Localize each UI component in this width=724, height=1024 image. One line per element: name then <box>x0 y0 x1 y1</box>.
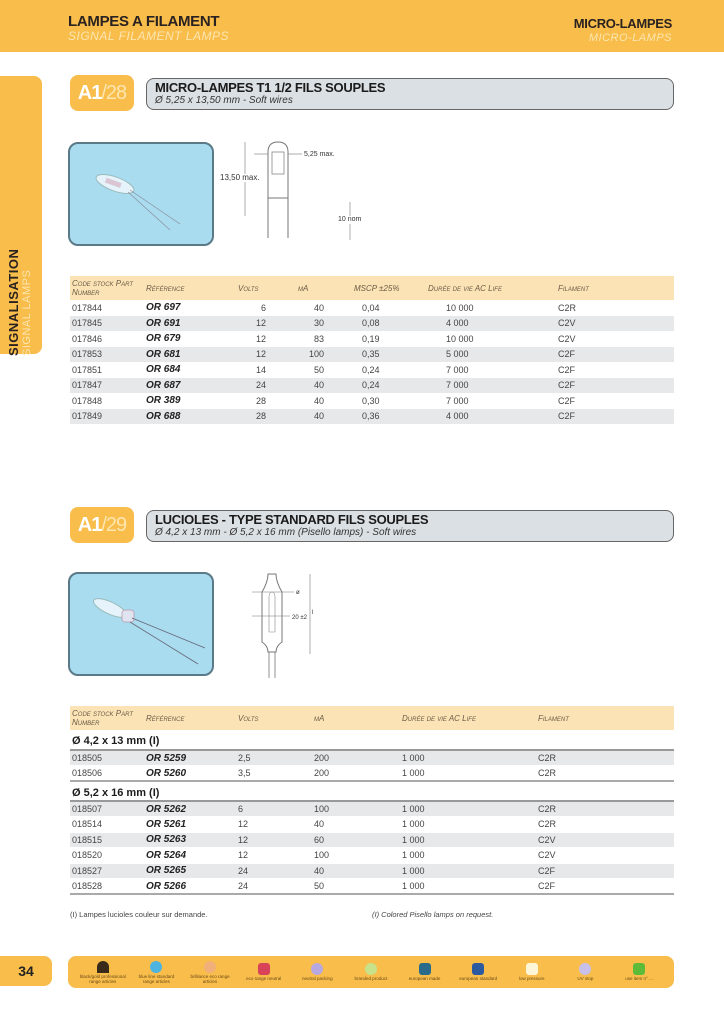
legend-label: brilliance eco range articles <box>190 973 230 984</box>
cell-filament: C2V <box>536 832 674 848</box>
cell-volts: 24 <box>236 378 296 394</box>
badge-number: /29 <box>101 514 127 536</box>
cell-ma: 40 <box>296 300 352 316</box>
product-photo-micro-lamp <box>68 142 214 246</box>
cell-filament: C2F <box>556 362 674 378</box>
cell-reference: OR 5264 <box>144 848 236 864</box>
cell-code: 017846 <box>70 331 144 347</box>
section-badge <box>70 75 134 111</box>
table-header-row <box>70 706 674 730</box>
european-made-icon <box>419 963 431 975</box>
legend-item <box>402 963 448 981</box>
col-ma: mA <box>312 706 400 730</box>
european-standard-icon <box>472 963 484 975</box>
cell-volts: 12 <box>236 347 296 363</box>
section-badge <box>70 507 134 543</box>
badge-code: A1 <box>77 514 102 536</box>
legend-item <box>348 963 394 981</box>
cell-filament: C2R <box>536 801 674 817</box>
cell-code: 018527 <box>70 863 144 879</box>
cell-reference: OR 697 <box>144 300 236 316</box>
dimension-drawing-2 <box>250 572 360 682</box>
cell-ma: 40 <box>296 409 352 425</box>
legend-item <box>294 963 340 981</box>
section-subtitle: Ø 5,25 x 13,50 mm - Soft wires <box>155 95 293 106</box>
table-row <box>70 316 674 332</box>
black-gold-icon <box>97 961 109 973</box>
side-tab-title: SIGNALISATION <box>6 248 21 356</box>
cell-reference: OR 5259 <box>144 750 236 766</box>
leads-dimension-label: 10 nom <box>338 216 362 223</box>
cell-mscp: 0,19 <box>352 331 426 347</box>
legend-item <box>509 963 555 981</box>
brilliance-icon <box>204 961 216 973</box>
table-row <box>70 393 674 409</box>
legend-item <box>133 961 179 984</box>
cell-mscp: 0,08 <box>352 316 426 332</box>
cell-code: 017845 <box>70 316 144 332</box>
cell-filament: C2F <box>556 409 674 425</box>
cell-reference: OR 5263 <box>144 832 236 848</box>
cell-volts: 28 <box>236 409 296 425</box>
blue-line-icon <box>150 961 162 973</box>
legend-item <box>562 963 608 981</box>
cell-life: 1 000 <box>400 750 536 766</box>
cell-life: 10 000 <box>426 331 556 347</box>
legend-item <box>80 961 126 984</box>
table-row <box>70 331 674 347</box>
cell-code: 018506 <box>70 766 144 782</box>
legend-label: blue line standard range articles <box>138 973 175 984</box>
cell-volts: 28 <box>236 393 296 409</box>
cell-mscp: 0,30 <box>352 393 426 409</box>
cell-reference: OR 687 <box>144 378 236 394</box>
cell-mscp: 0,04 <box>352 300 426 316</box>
cell-code: 018505 <box>70 750 144 766</box>
cell-ma: 40 <box>312 863 400 879</box>
legend-item <box>241 963 287 981</box>
badge-number: /28 <box>101 82 127 104</box>
cell-ma: 50 <box>296 362 352 378</box>
col-life: Durée de vie AC Life <box>426 276 556 300</box>
table-row <box>70 409 674 425</box>
section-title-box <box>146 510 674 542</box>
section-header-a1-28 <box>70 75 674 111</box>
cell-life: 1 000 <box>400 863 536 879</box>
cell-mscp: 0,24 <box>352 362 426 378</box>
legend-label: UV stop <box>577 976 594 981</box>
section-title-box <box>146 78 674 110</box>
cell-ma: 50 <box>312 879 400 895</box>
use-item-icon <box>633 963 645 975</box>
legend-label: low pressure <box>519 976 545 981</box>
table-row <box>70 801 674 817</box>
table-row <box>70 766 674 782</box>
cell-life: 1 000 <box>400 766 536 782</box>
cell-ma: 200 <box>312 750 400 766</box>
cell-mscp: 0,35 <box>352 347 426 363</box>
col-reference: Référence <box>144 706 236 730</box>
footnote-fr: (I) Lampes lucioles couleur sur demande. <box>70 910 208 919</box>
badge-code: A1 <box>77 82 102 104</box>
cell-volts: 2,5 <box>236 750 312 766</box>
header-category: MICRO-LAMPES <box>573 16 672 31</box>
cell-mscp: 0,24 <box>352 378 426 394</box>
cell-reference: OR 679 <box>144 331 236 347</box>
cell-filament: C2R <box>536 766 674 782</box>
cell-filament: C2F <box>556 347 674 363</box>
table-row <box>70 300 674 316</box>
cell-reference: OR 5266 <box>144 879 236 895</box>
cell-reference: OR 5265 <box>144 863 236 879</box>
section-subtitle: Ø 4,2 x 13 mm - Ø 5,2 x 16 mm (Pisello lamps) - Soft wires <box>155 527 417 538</box>
cell-volts: 14 <box>236 362 296 378</box>
cell-volts: 12 <box>236 316 296 332</box>
cell-reference: OR 691 <box>144 316 236 332</box>
cell-volts: 12 <box>236 817 312 833</box>
cell-life: 7 000 <box>426 362 556 378</box>
cell-ma: 100 <box>296 347 352 363</box>
header-title: LAMPES A FILAMENT <box>68 13 220 30</box>
leads-dimension-label: 20 ±2 <box>292 615 307 621</box>
cell-life: 4 000 <box>426 409 556 425</box>
cell-life: 10 000 <box>426 300 556 316</box>
cell-reference: OR 688 <box>144 409 236 425</box>
cell-volts: 24 <box>236 863 312 879</box>
cell-life: 4 000 <box>426 316 556 332</box>
cell-code: 017847 <box>70 378 144 394</box>
cell-filament: C2R <box>536 817 674 833</box>
spec-table-a1-28 <box>70 276 674 425</box>
table-row <box>70 378 674 394</box>
cell-ma: 30 <box>296 316 352 332</box>
cell-filament: C2V <box>536 848 674 864</box>
length-dimension-label: l <box>312 610 314 616</box>
col-filament: Filament <box>536 706 674 730</box>
cell-reference: OR 5262 <box>144 801 236 817</box>
branded-product-icon <box>365 963 377 975</box>
side-tab <box>0 76 42 354</box>
cell-reference: OR 684 <box>144 362 236 378</box>
table-row <box>70 347 674 363</box>
cell-life: 5 000 <box>426 347 556 363</box>
col-code: Code stock Part Number <box>70 706 144 730</box>
cell-volts: 3,5 <box>236 766 312 782</box>
uv-stop-icon <box>579 963 591 975</box>
cell-volts: 6 <box>236 801 312 817</box>
col-volts: Volts <box>236 706 312 730</box>
header-left <box>68 14 229 43</box>
lamp-photo-icon <box>70 574 214 676</box>
legend-label: european standard <box>459 976 498 981</box>
header-subtitle: SIGNAL FILAMENT LAMPS <box>68 29 229 43</box>
cell-filament: C2F <box>536 863 674 879</box>
product-photo-pisello-lamp <box>68 572 214 676</box>
width-dimension-label: 5,25 max. <box>304 151 335 158</box>
cell-code: 017849 <box>70 409 144 425</box>
table-header-row <box>70 276 674 300</box>
cell-ma: 40 <box>296 378 352 394</box>
lamp-photo-icon <box>70 144 214 246</box>
footnote-en: (I) Colored Pisello lamps on request. <box>372 910 494 919</box>
height-dimension-label: 13,50 max. <box>220 173 260 182</box>
page-number: 34 <box>0 956 52 986</box>
legend-label: neutral packing <box>302 976 333 981</box>
section-title: MICRO-LAMPES T1 1/2 FILS SOUPLES <box>155 80 386 95</box>
cell-life: 7 000 <box>426 393 556 409</box>
cell-filament: C2R <box>556 300 674 316</box>
low-pressure-icon <box>526 963 538 975</box>
cell-code: 017853 <box>70 347 144 363</box>
cell-filament: C2V <box>556 316 674 332</box>
cell-life: 1 000 <box>400 832 536 848</box>
legend-label: eco range neutral <box>246 976 282 981</box>
cell-filament: C2F <box>536 879 674 895</box>
table-row <box>70 362 674 378</box>
cell-code: 017851 <box>70 362 144 378</box>
cell-code: 018528 <box>70 879 144 895</box>
cell-volts: 12 <box>236 848 312 864</box>
col-ma: mA <box>296 276 352 300</box>
cell-volts: 12 <box>236 832 312 848</box>
legend-label: use item n° ... <box>625 976 653 981</box>
legend-bar <box>68 956 674 988</box>
cell-volts: 6 <box>236 300 296 316</box>
legend-label: branded product <box>354 976 388 981</box>
col-reference: Référence <box>144 276 236 300</box>
cell-life: 1 000 <box>400 817 536 833</box>
cell-mscp: 0,36 <box>352 409 426 425</box>
group-row <box>70 730 674 750</box>
cell-ma: 100 <box>312 848 400 864</box>
cell-ma: 83 <box>296 331 352 347</box>
group-label: Ø 5,2 x 16 mm (I) <box>70 781 674 801</box>
table-row <box>70 832 674 848</box>
col-mscp: MSCP ±25% <box>352 276 426 300</box>
cell-filament: C2V <box>556 331 674 347</box>
section-header-a1-29 <box>70 507 674 543</box>
cell-filament: C2F <box>556 393 674 409</box>
cell-code: 018507 <box>70 801 144 817</box>
cell-life: 1 000 <box>400 848 536 864</box>
cell-code: 018515 <box>70 832 144 848</box>
cell-life: 7 000 <box>426 378 556 394</box>
section-title: LUCIOLES - TYPE STANDARD FILS SOUPLES <box>155 512 429 527</box>
cell-reference: OR 5261 <box>144 817 236 833</box>
cell-ma: 40 <box>312 817 400 833</box>
group-label: Ø 4,2 x 13 mm (I) <box>70 730 674 750</box>
cell-ma: 100 <box>312 801 400 817</box>
cell-reference: OR 389 <box>144 393 236 409</box>
cell-life: 1 000 <box>400 879 536 895</box>
table-row <box>70 817 674 833</box>
cell-reference: OR 681 <box>144 347 236 363</box>
table-row <box>70 848 674 864</box>
cell-code: 017848 <box>70 393 144 409</box>
cell-life: 1 000 <box>400 801 536 817</box>
header-category-sub: MICRO-LAMPS <box>588 32 672 44</box>
cell-filament: C2R <box>536 750 674 766</box>
cell-filament: C2F <box>556 378 674 394</box>
col-code: Code stock Part Number <box>70 276 144 300</box>
table-row <box>70 750 674 766</box>
legend-label: black/gold professional range articles <box>79 973 126 984</box>
header-right <box>574 16 672 45</box>
cell-code: 018520 <box>70 848 144 864</box>
cell-code: 018514 <box>70 817 144 833</box>
col-filament: Filament <box>556 276 674 300</box>
legend-item <box>187 961 233 984</box>
cell-ma: 60 <box>312 832 400 848</box>
cell-ma: 200 <box>312 766 400 782</box>
cell-ma: 40 <box>296 393 352 409</box>
cell-reference: OR 5260 <box>144 766 236 782</box>
spec-table-a1-29 <box>70 706 674 895</box>
cell-volts: 24 <box>236 879 312 895</box>
diameter-dimension-label: ø <box>296 590 300 596</box>
col-volts: Volts <box>236 276 296 300</box>
page-header <box>0 0 724 52</box>
led-icon <box>258 963 270 975</box>
neutral-packing-icon <box>311 963 323 975</box>
legend-item <box>455 963 501 981</box>
side-tab-subtitle: SIGNAL LAMPS <box>21 269 33 356</box>
group-row <box>70 781 674 801</box>
cell-code: 017844 <box>70 300 144 316</box>
cell-volts: 12 <box>236 331 296 347</box>
col-life: Durée de vie AC Life <box>400 706 536 730</box>
table-row <box>70 879 674 895</box>
table-row <box>70 863 674 879</box>
legend-label: european made <box>408 976 441 981</box>
legend-item <box>616 963 662 981</box>
